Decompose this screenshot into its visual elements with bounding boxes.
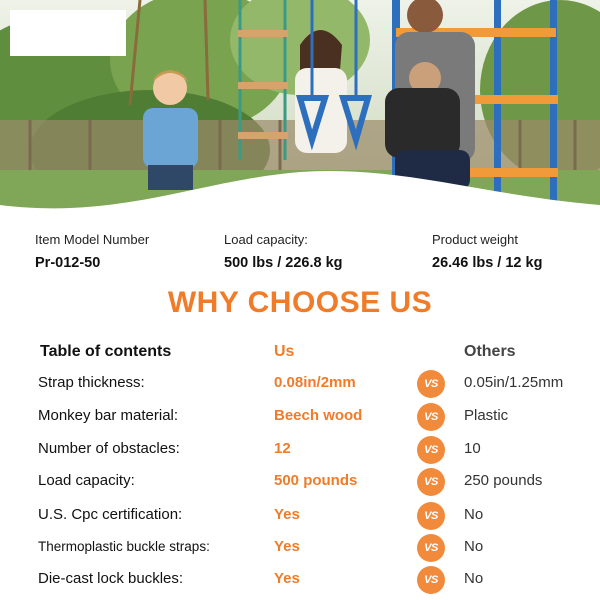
column-header-features: Table of contents	[40, 343, 172, 360]
others-value: No	[464, 506, 484, 523]
us-value: Yes	[274, 570, 300, 587]
table-row	[0, 532, 600, 564]
spec-product-weight	[432, 232, 542, 272]
us-value: Yes	[274, 538, 300, 555]
others-value: 0.05in/1.25mm	[464, 374, 564, 391]
vs-badge-icon: VS	[417, 502, 445, 530]
table-row	[0, 564, 600, 596]
vs-badge-icon: VS	[417, 468, 445, 496]
spec-value: 26.46 lbs / 12 kg	[432, 255, 543, 271]
us-value: 500 pounds	[274, 472, 358, 489]
feature-label: Load capacity:	[38, 472, 135, 489]
feature-label: Strap thickness:	[38, 374, 145, 391]
feature-label: Number of obstacles:	[38, 440, 180, 457]
why-choose-us-heading: WHY CHOOSE US	[167, 286, 433, 319]
vs-badge-icon: VS	[417, 566, 445, 594]
spec-label: Item Model Number	[35, 232, 150, 247]
vs-badge-icon: VS	[417, 370, 445, 398]
logo-placeholder	[10, 10, 126, 56]
spec-label: Load capacity:	[224, 232, 308, 247]
others-value: 10	[464, 440, 481, 457]
spec-label: Product weight	[432, 232, 518, 247]
others-value: No	[464, 538, 484, 555]
hero-photo	[0, 0, 600, 225]
vs-badge-icon: VS	[417, 534, 445, 562]
feature-label: Monkey bar material:	[38, 407, 179, 424]
us-value: 12	[274, 440, 291, 457]
feature-label: Die-cast lock buckles:	[38, 570, 184, 587]
table-row	[0, 368, 600, 400]
spec-value: 500 lbs / 226.8 kg	[224, 255, 343, 271]
others-value: No	[464, 570, 484, 587]
others-value: Plastic	[464, 407, 509, 424]
vs-badge-icon: VS	[417, 436, 445, 464]
spec-model-number	[35, 232, 149, 272]
us-value: 0.08in/2mm	[274, 374, 356, 391]
feature-label: U.S. Cpc certification:	[38, 506, 183, 523]
us-value: Yes	[274, 506, 300, 523]
spec-value: Pr-012-50	[35, 255, 101, 271]
spec-load-capacity	[224, 232, 343, 272]
column-header-us: Us	[274, 343, 295, 360]
table-row	[0, 434, 600, 466]
table-row	[0, 401, 600, 433]
feature-label: Thermoplastic buckle straps:	[38, 539, 210, 554]
table-row	[0, 500, 600, 532]
us-value: Beech wood	[274, 407, 363, 424]
table-row	[0, 466, 600, 498]
column-header-others: Others	[464, 343, 516, 360]
vs-badge-icon: VS	[417, 403, 445, 431]
others-value: 250 pounds	[464, 472, 543, 489]
